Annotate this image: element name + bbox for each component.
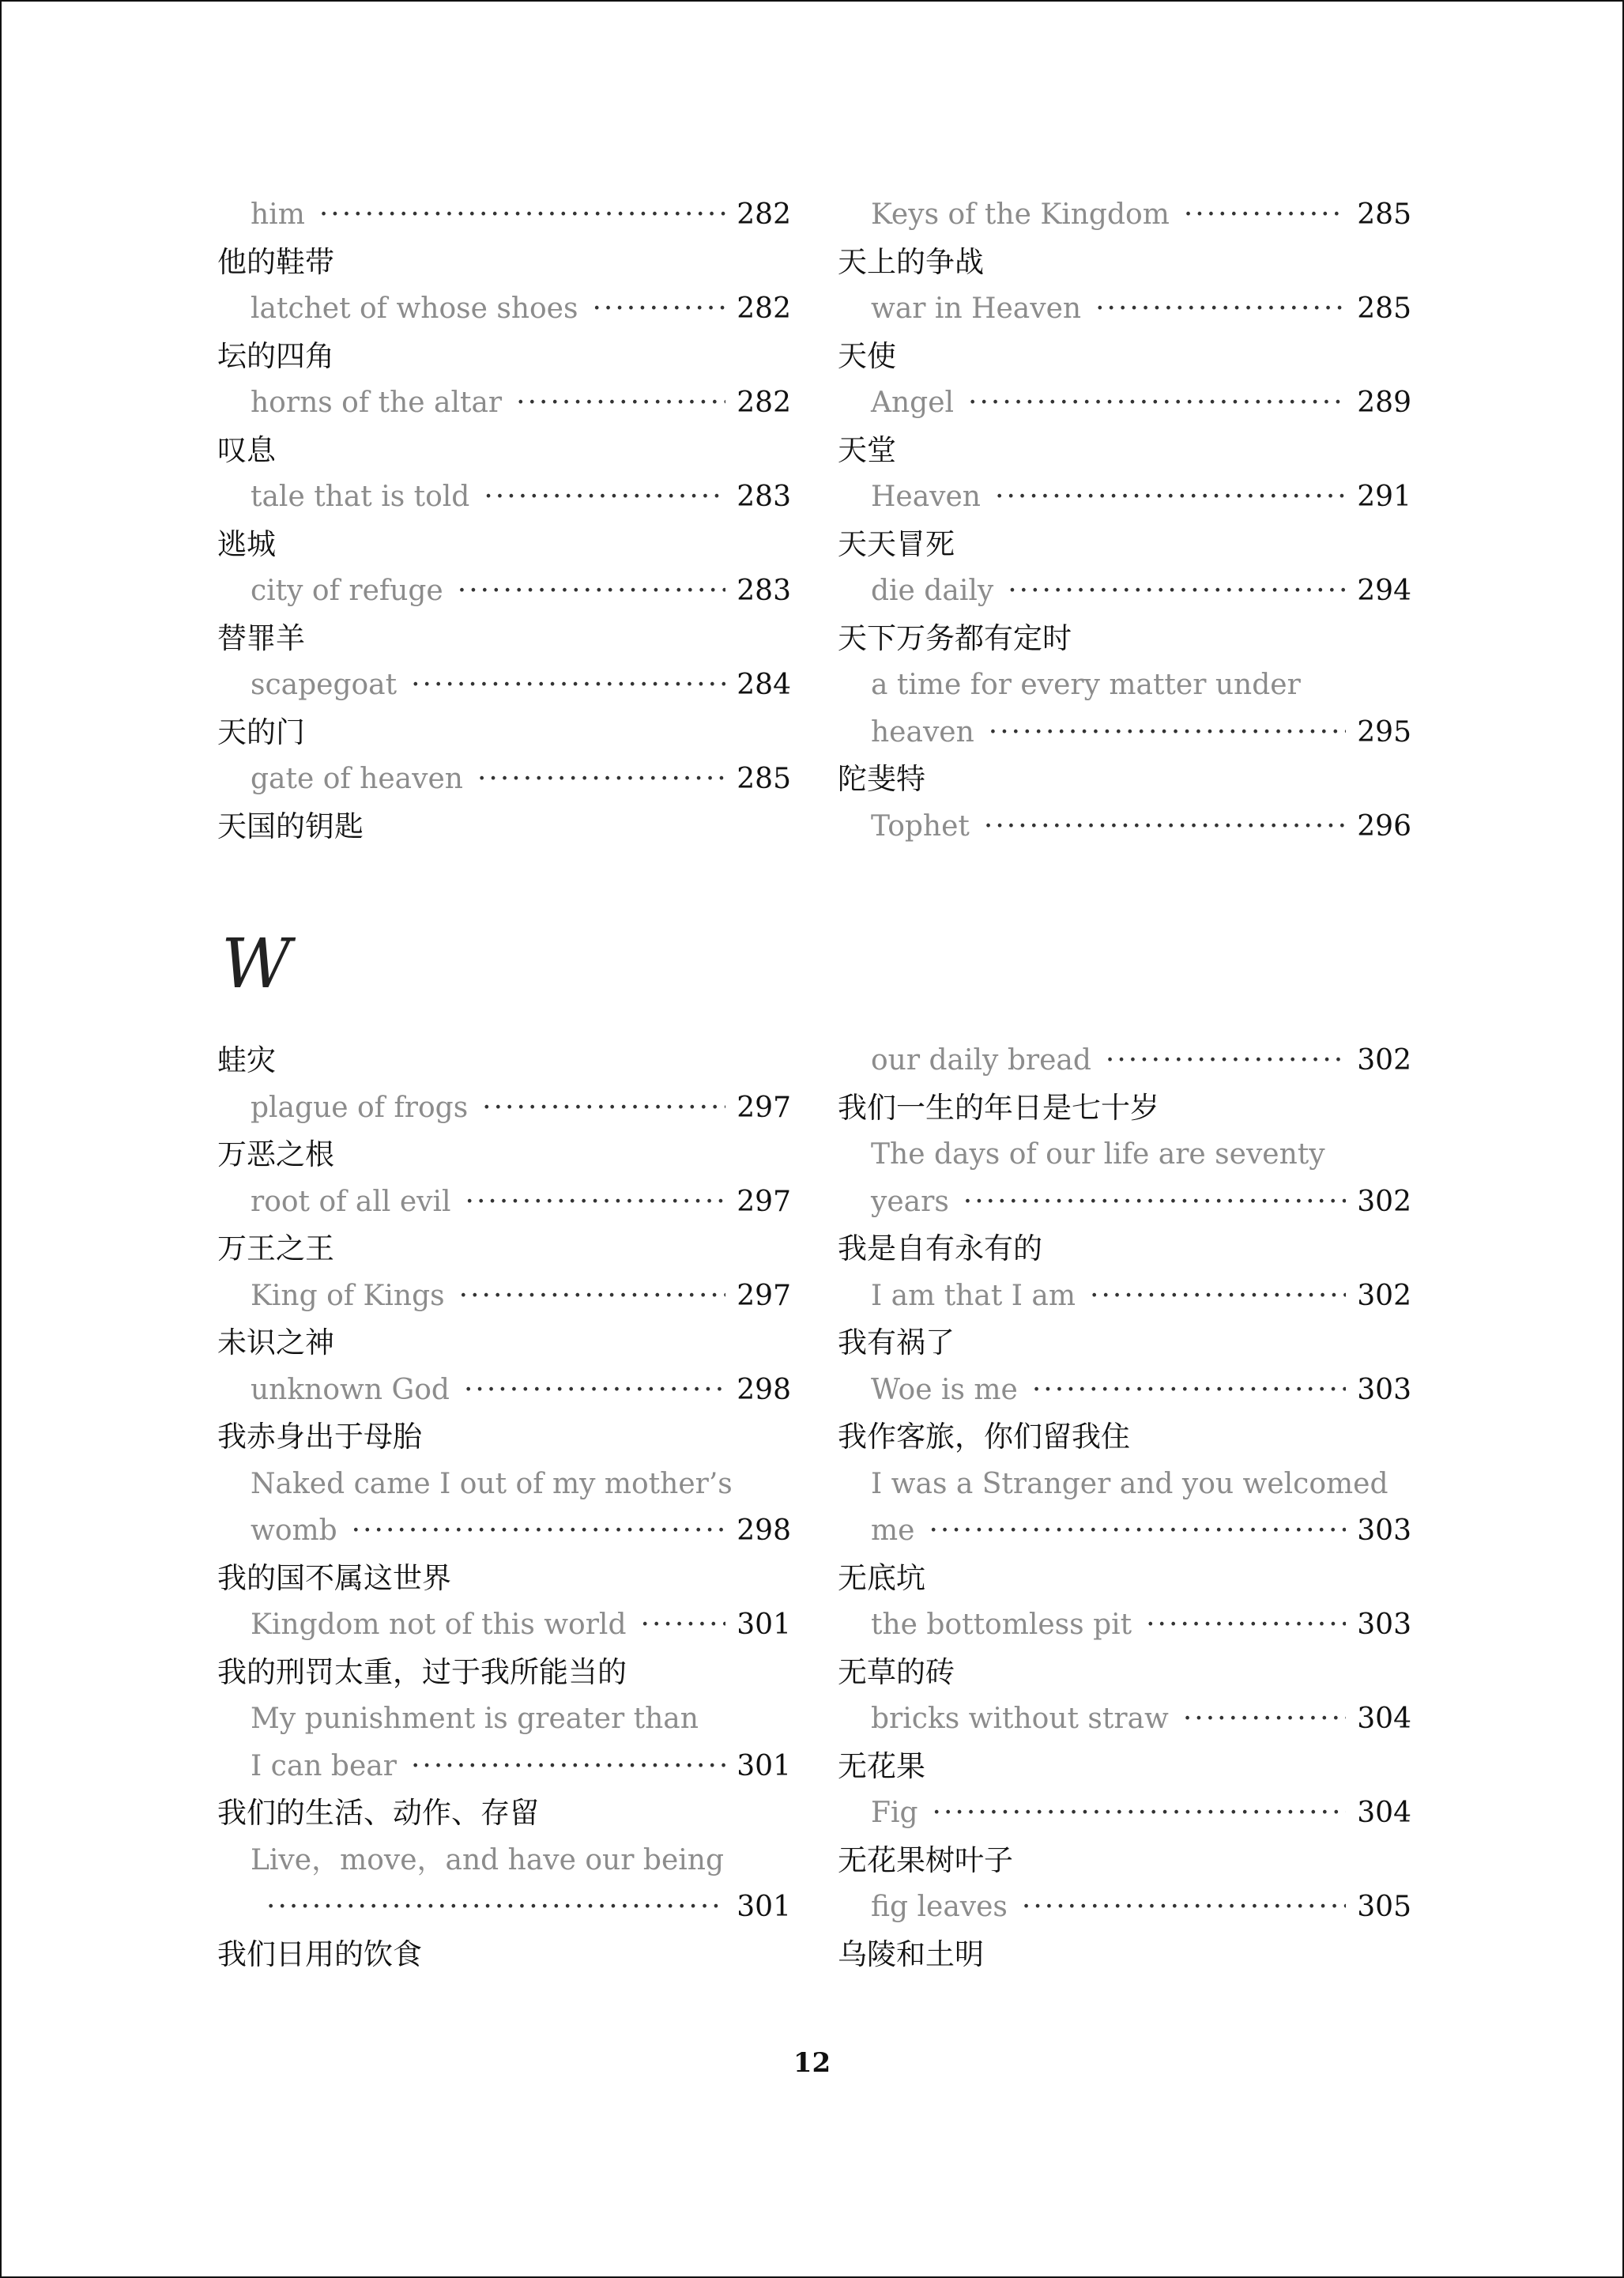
index-entry-english [838, 285, 1411, 333]
index-heading-chinese: 逃城 [217, 526, 276, 561]
page-reference: 283 [737, 481, 791, 513]
dot-leader [1183, 1695, 1346, 1743]
index-heading-chinese: 我们一生的年日是七十岁 [838, 1090, 1159, 1125]
index-heading-chinese: 他的鞋带 [217, 244, 334, 279]
index-heading-chinese: 我们日用的饮食 [217, 1937, 422, 1971]
dot-leader [516, 379, 725, 427]
page-reference: 282 [737, 387, 791, 419]
page-reference: 303 [1357, 1514, 1411, 1547]
index-entry-english [838, 1367, 1411, 1414]
index-entry-english [838, 473, 1411, 521]
entry-text: a time for every matter under [871, 669, 1301, 701]
entry-text: Woe is me [871, 1373, 1018, 1406]
page-reference: 291 [1357, 481, 1411, 513]
index-heading-chinese: 无底坑 [838, 1560, 925, 1595]
section-letter: W [221, 925, 292, 1004]
index-column-w-right [838, 1037, 1411, 1978]
page-reference: 295 [1357, 715, 1411, 749]
page-reference: 303 [1357, 1373, 1411, 1406]
dot-leader [477, 756, 725, 803]
dot-leader [352, 1507, 726, 1555]
index-heading-chinese: 未识之神 [217, 1326, 334, 1360]
index-heading-chinese: 陀斐特 [838, 762, 925, 796]
page-reference: 297 [737, 1091, 791, 1124]
entry-text: die daily [871, 575, 994, 607]
entry-text: years [871, 1185, 949, 1218]
index-entry-english [217, 1461, 791, 1508]
index-heading-chinese: 我有祸了 [838, 1326, 955, 1360]
index-heading-chinese: 我作客旅，你们留我住 [838, 1420, 1130, 1454]
entry-text: the bottomless pit [871, 1609, 1132, 1641]
index-column-top-right [838, 191, 1411, 850]
index-entry-english [838, 191, 1411, 239]
entry-text: Angel [871, 387, 955, 419]
page-reference: 283 [737, 575, 791, 607]
index-entry-english [838, 1461, 1411, 1508]
index-heading-chinese: 我是自有永有的 [838, 1231, 1042, 1265]
entry-text: Live，move，and have our being [251, 1843, 724, 1876]
index-entry-english [217, 1884, 791, 1931]
index-column-top-left [217, 191, 791, 850]
index-heading-chinese: 天国的钥匙 [217, 809, 364, 843]
dot-leader [1146, 1601, 1346, 1649]
index-heading-chinese: 无花果 [838, 1748, 925, 1783]
index-entry-english [217, 1507, 791, 1555]
dot-leader [933, 1790, 1347, 1837]
page-reference: 297 [737, 1185, 791, 1218]
index-entry-english [838, 1131, 1411, 1179]
index-heading-chinese: 坛的四角 [217, 338, 334, 373]
index-heading-chinese: 天上的争战 [838, 244, 984, 279]
index-entry-english [838, 1790, 1411, 1837]
dot-leader [411, 1743, 725, 1790]
entry-text: our daily bread [871, 1044, 1091, 1077]
entry-text: I am that I am [871, 1279, 1076, 1312]
index-heading-chinese: 叹息 [217, 432, 276, 467]
entry-text: heaven [871, 715, 974, 749]
index-entry-english [217, 756, 791, 803]
index-heading-chinese: 天堂 [838, 432, 896, 467]
dot-leader [989, 709, 1347, 756]
entry-text: bricks without straw [871, 1703, 1169, 1735]
index-heading-chinese: 万王之王 [217, 1231, 334, 1265]
page-reference: 285 [1357, 292, 1411, 325]
entry-text: him [251, 198, 305, 231]
entry-text: fig leaves [871, 1891, 1008, 1923]
page-number: 12 [793, 2047, 831, 2079]
entry-text: Kingdom not of this world [251, 1609, 627, 1641]
page-reference: 301 [737, 1749, 791, 1782]
page-reference: 289 [1357, 387, 1411, 419]
page-reference: 302 [1357, 1185, 1411, 1218]
entry-text: I can bear [251, 1749, 397, 1782]
page-reference: 303 [1357, 1609, 1411, 1641]
dot-leader [1106, 1037, 1346, 1084]
dot-leader [411, 662, 725, 709]
page-reference: 297 [737, 1279, 791, 1312]
entry-text: Tophet [871, 809, 970, 843]
index-entry-english [838, 662, 1411, 709]
index-heading-chinese: 替罪羊 [217, 620, 305, 655]
index-entry-english [838, 379, 1411, 427]
page-reference: 301 [737, 1891, 791, 1923]
dot-leader [929, 1507, 1346, 1555]
index-heading-chinese: 我的刑罚太重，过于我所能当的 [217, 1654, 627, 1689]
entry-text: Fig [871, 1797, 918, 1829]
page-reference: 284 [737, 669, 791, 701]
page-reference: 304 [1357, 1797, 1411, 1829]
dot-leader [266, 1884, 725, 1931]
index-entry-english [217, 1743, 791, 1790]
index-entry-english [838, 568, 1411, 615]
page-reference: 304 [1357, 1703, 1411, 1735]
index-entry-english [838, 1037, 1411, 1084]
entry-text: gate of heaven [251, 763, 463, 795]
index-heading-chinese: 蛙灾 [217, 1043, 276, 1077]
dot-leader [963, 1179, 1346, 1226]
dot-leader [459, 1273, 726, 1320]
dot-leader [458, 568, 726, 615]
index-heading-chinese: 天下万务都有定时 [838, 620, 1072, 655]
index-entry-english [838, 803, 1411, 850]
index-heading-chinese: 天的门 [217, 715, 305, 749]
index-entry-english [217, 1367, 791, 1414]
entry-text: Keys of the Kingdom [871, 198, 1170, 231]
index-heading-chinese: 天天冒死 [838, 526, 955, 561]
entry-text: me [871, 1514, 915, 1547]
dot-leader [319, 191, 725, 239]
index-heading-chinese: 无草的砖 [838, 1654, 955, 1689]
page-reference: 282 [737, 292, 791, 325]
entry-text: plague of frogs [251, 1091, 469, 1124]
index-heading-chinese: 万恶之根 [217, 1137, 334, 1171]
page-reference: 305 [1357, 1891, 1411, 1923]
index-entry-english [217, 662, 791, 709]
dot-leader [484, 473, 725, 521]
dot-leader [995, 473, 1346, 521]
index-entry-english [838, 1507, 1411, 1555]
dot-leader [1095, 285, 1346, 333]
dot-leader [1032, 1367, 1346, 1414]
index-entry-english [838, 1273, 1411, 1320]
page-reference: 282 [737, 198, 791, 231]
index-heading-chinese: 我的国不属这世界 [217, 1560, 451, 1595]
entry-text: Heaven [871, 481, 981, 513]
index-heading-chinese: 我赤身出于母胎 [217, 1420, 422, 1454]
page-reference: 302 [1357, 1279, 1411, 1312]
entry-text: The days of our life are seventy [871, 1138, 1325, 1171]
index-heading-chinese: 无花果树叶子 [838, 1842, 1013, 1877]
entry-text: womb [251, 1514, 337, 1547]
index-entry-english [217, 473, 791, 521]
dot-leader [968, 379, 1346, 427]
page-reference: 285 [737, 763, 791, 795]
page-reference: 298 [737, 1514, 791, 1547]
entry-text: latchet of whose shoes [251, 292, 578, 325]
entry-text: My punishment is greater than [251, 1703, 699, 1735]
dot-leader [592, 285, 725, 333]
index-entry-english [217, 1273, 791, 1320]
index-entry-english [838, 1695, 1411, 1743]
page-reference: 301 [737, 1609, 791, 1641]
index-heading-chinese: 乌陵和土明 [838, 1937, 984, 1971]
entry-text: root of all evil [251, 1185, 451, 1218]
entry-text: unknown God [251, 1373, 450, 1406]
index-entry-english [217, 1084, 791, 1132]
entry-text: war in Heaven [871, 292, 1082, 325]
index-entry-english [217, 568, 791, 615]
page-reference: 298 [737, 1373, 791, 1406]
index-heading-chinese: 天使 [838, 338, 896, 373]
index-entry-english [838, 1601, 1411, 1649]
index-entry-english [838, 1179, 1411, 1226]
entry-text: King of Kings [251, 1279, 445, 1312]
dot-leader [465, 1179, 726, 1226]
entry-text: city of refuge [251, 575, 443, 607]
index-entry-english [217, 285, 791, 333]
index-entry-english [838, 709, 1411, 756]
page-reference: 285 [1357, 198, 1411, 231]
index-entry-english [217, 1695, 791, 1743]
page-reference: 296 [1357, 809, 1411, 843]
index-entry-english [217, 191, 791, 239]
index-entry-english [838, 1884, 1411, 1931]
dot-leader [984, 803, 1346, 850]
dot-leader [1090, 1273, 1346, 1320]
index-entry-english [217, 1837, 791, 1884]
entry-text: horns of the altar [251, 387, 503, 419]
entry-text: I was a Stranger and you welcomed [871, 1467, 1389, 1500]
page-reference: 302 [1357, 1044, 1411, 1077]
dot-leader [482, 1084, 725, 1132]
entry-text: Naked came I out of my mother’s [251, 1467, 733, 1500]
dot-leader [641, 1601, 726, 1649]
dot-leader [1022, 1884, 1346, 1931]
index-column-w-left [217, 1037, 791, 1978]
index-entry-english [217, 379, 791, 427]
entry-text: scapegoat [251, 669, 398, 701]
entry-text: tale that is told [251, 481, 470, 513]
index-heading-chinese: 我们的生活、动作、存留 [217, 1796, 539, 1830]
index-entry-english [217, 1601, 791, 1649]
dot-leader [464, 1367, 725, 1414]
index-entry-english [217, 1179, 791, 1226]
page-reference: 294 [1357, 575, 1411, 607]
dot-leader [1008, 568, 1346, 615]
dot-leader [1184, 191, 1346, 239]
